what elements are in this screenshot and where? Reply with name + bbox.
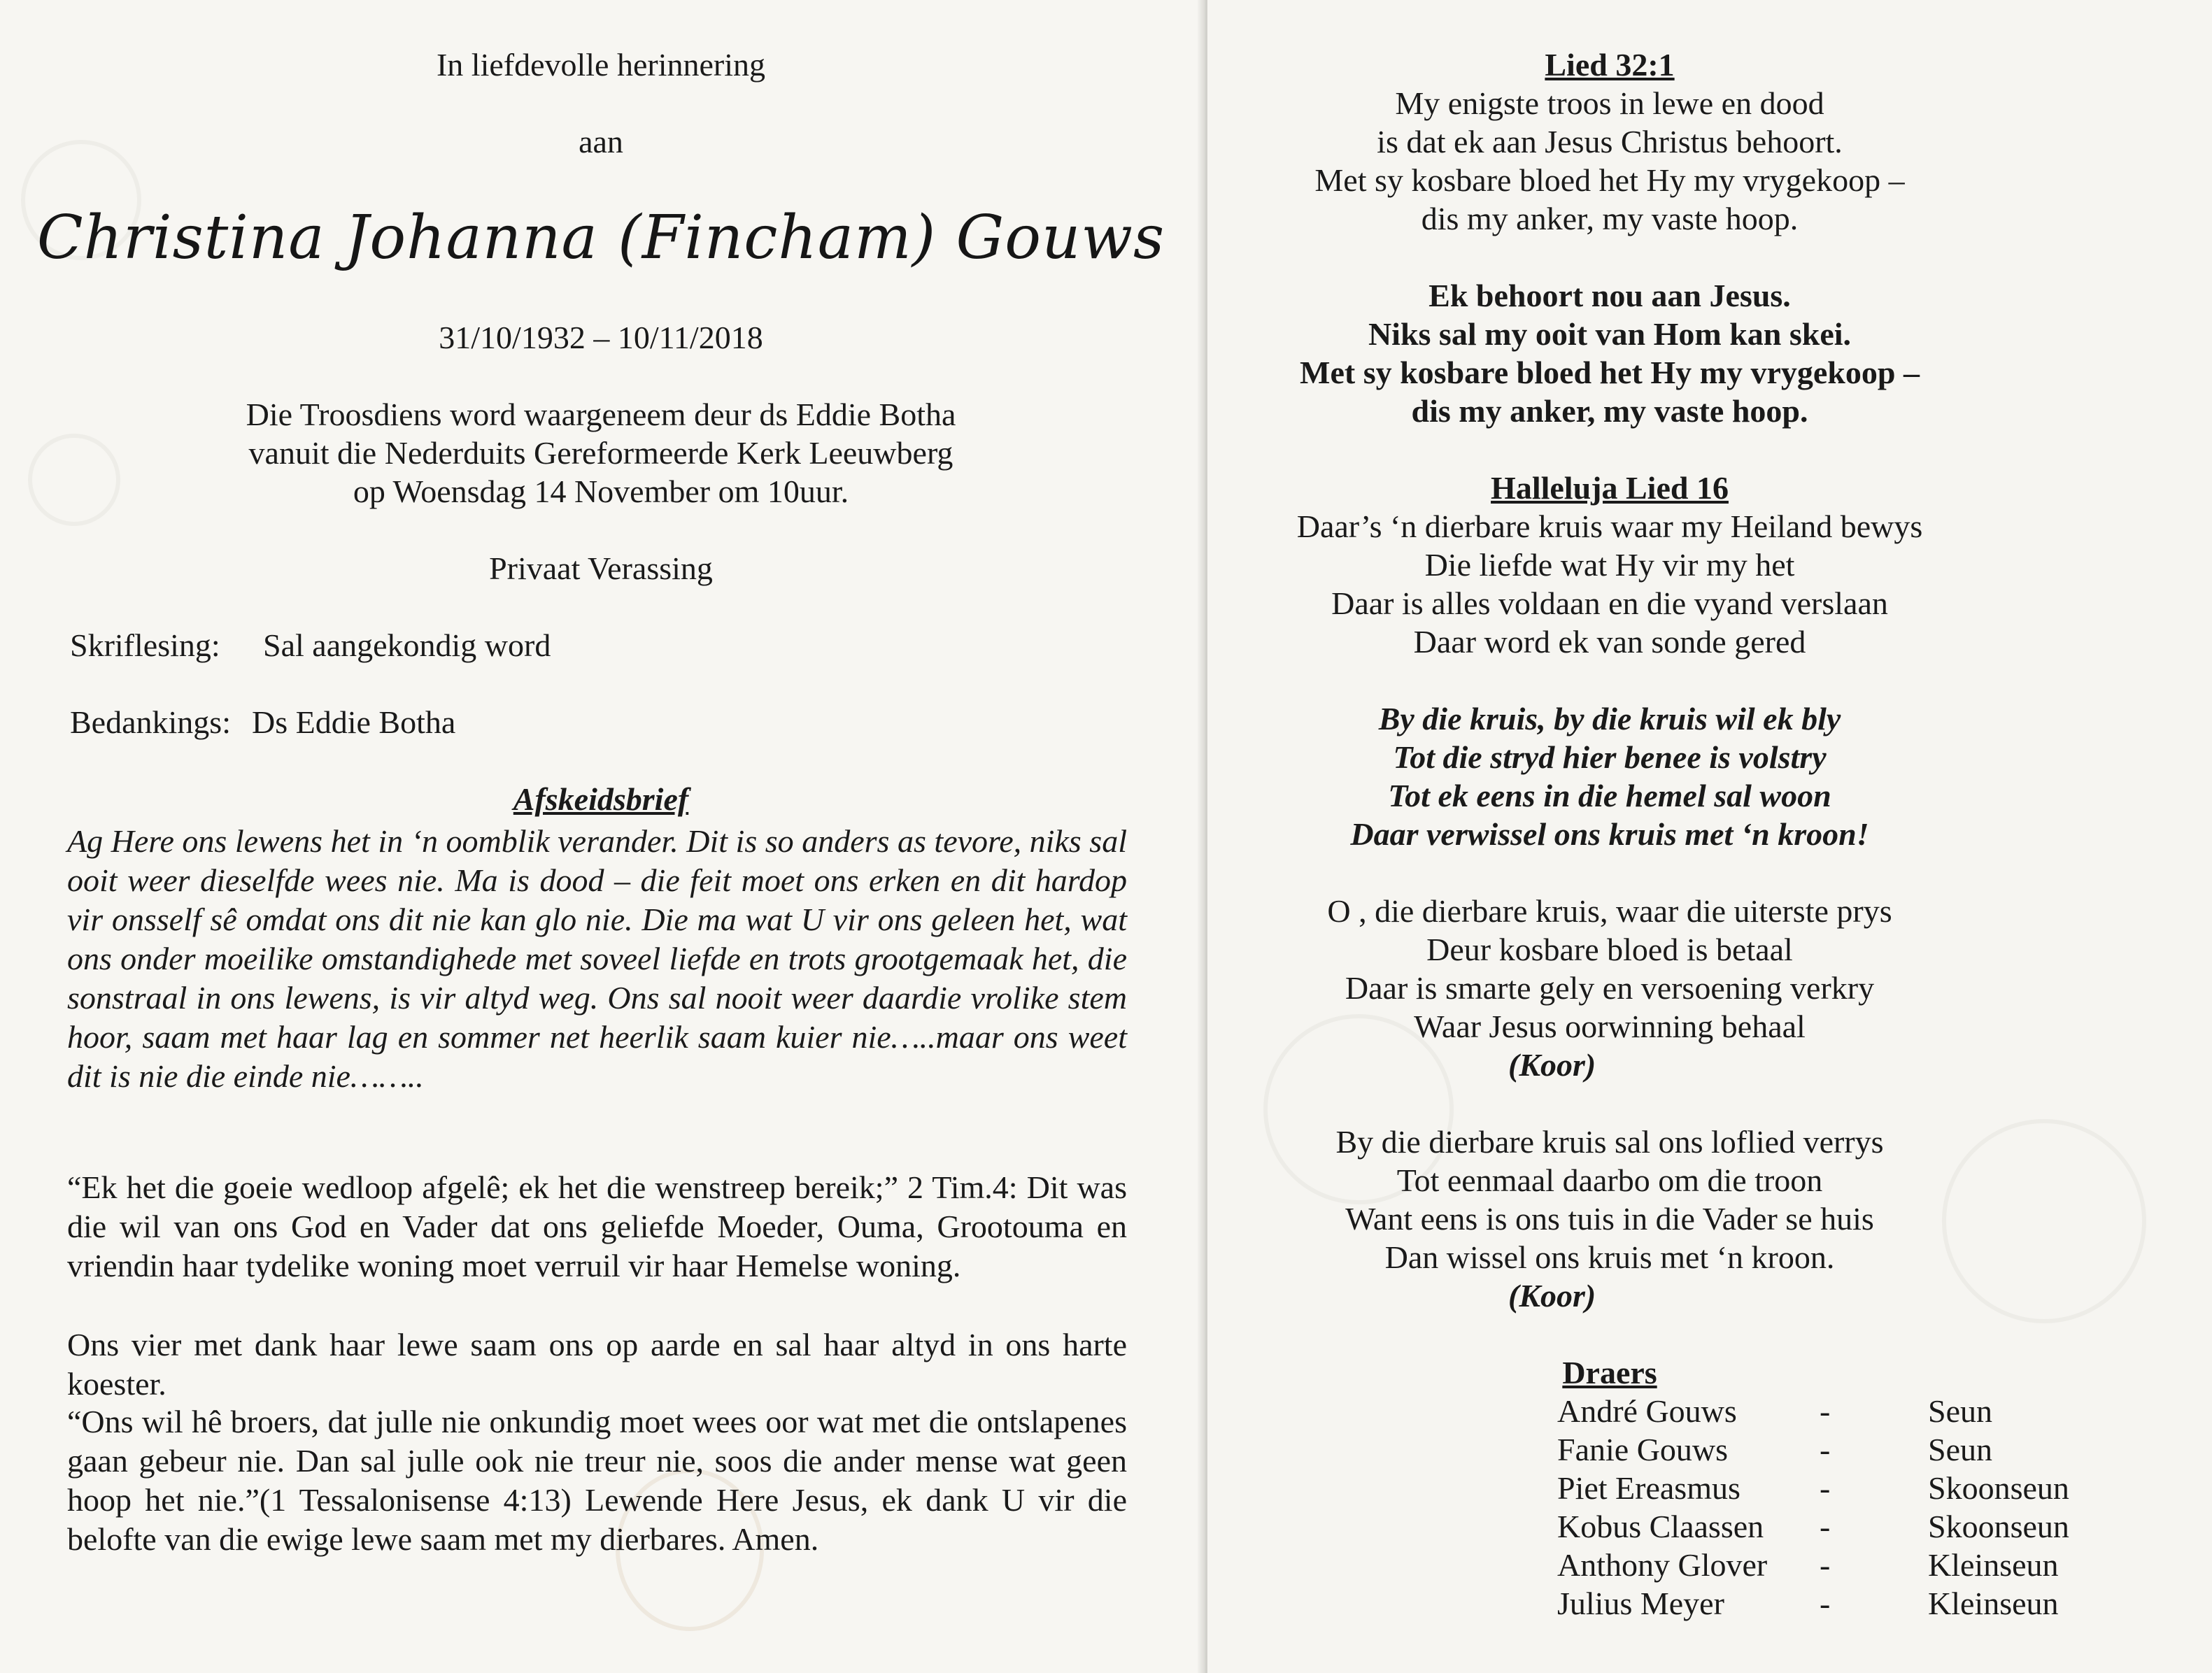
service-line: vanuit die Nederduits Gereformeerde Kerk Leeuwberg: [248, 435, 953, 471]
bearer-name: Kobus Claassen: [1557, 1509, 1764, 1544]
right-page: [1207, 0, 2212, 1673]
hymn2-chorus-line: By die kruis, by die kruis wil ek bly: [1378, 701, 1841, 736]
letter-title: Afskeidsbrief: [513, 781, 689, 817]
bearer-dash: -: [1820, 1509, 1831, 1544]
cremation-note: Privaat Verassing: [489, 550, 713, 586]
bearer-relation: Skoonseun: [1928, 1470, 2069, 1506]
chorus-marker: (Koor): [1508, 1047, 1596, 1083]
hymn1-chorus-line: Ek behoort nou aan Jesus.: [1428, 278, 1791, 313]
bearer-row: [1207, 1469, 2212, 1508]
hymn2-chorus-line: Tot ek eens in die hemel sal woon: [1388, 778, 1831, 813]
bearer-dash: -: [1820, 1547, 1831, 1583]
hymn1-chorus-line: Met sy kosbare bloed het Hy my vrygekoop –: [1300, 355, 1920, 390]
bearer-name: Fanie Gouws: [1557, 1432, 1729, 1467]
bearers-title: Draers: [1562, 1355, 1657, 1390]
intro-line: In liefdevolle herinnering: [436, 47, 766, 83]
closing-paragraph: “Ons wil hê broers, dat julle nie onkundig moet wees oor wat met die ontslapenes gaan gebeur nie. Dan sal julle ook nie treur nie, soos die ander mense wat geen hoop het nie.”(1 Tessalonisense 4:13) Lewende Here Jesus, ek dank U vir die belofte van die ewige lewe saam met my dierbares. Amen.: [67, 1404, 1127, 1557]
hymn2-chorus-line: Tot die stryd hier benee is volstry: [1393, 739, 1827, 775]
service-line: op Woensdag 14 November om 10uur.: [353, 474, 849, 509]
bearer-name: Anthony Glover: [1557, 1547, 1768, 1583]
hymn2-line: O , die dierbare kruis, waar die uiterste prys: [1327, 893, 1892, 929]
hymn2-line: Daar’s ‘n dierbare kruis waar my Heiland bewys: [1296, 508, 1923, 544]
bearer-name: Julius Meyer: [1557, 1586, 1724, 1621]
hymn2-line: By die dierbare kruis sal ons loflied verrys: [1335, 1124, 1884, 1160]
reading-label: Skriflesing:: [70, 627, 220, 663]
farewell-letter: Ag Here ons lewens het in ‘n oomblik verander. Dit is so anders as tevore, niks sal ooit weer dieselfde wees nie. Ma is dood – die feit moet ons erken en dit hardop vir onsself sê omdat ons dit nie kan glo nie. Die ma wat U vir ons geleen het, wat ons onder moeilike omstandighede met soveel liefde en trots grootgemaak het, die sonstraal in ons lewens, is vir altyd weg. Ons sal nooit weer daardie vrolike stem hoor, saam met haar lag en sommer net heerlik saam kuier nie…..maar ons weet dit is nie die einde nie……..: [67, 823, 1127, 1094]
chorus-marker: (Koor): [1508, 1278, 1596, 1314]
bearer-row: [1207, 1392, 2212, 1431]
bearer-relation: Kleinseun: [1928, 1547, 2059, 1583]
bearers-table: [1207, 1392, 2212, 1630]
hymn1-title: Lied 32:1: [1545, 47, 1675, 83]
hymn1-chorus-line: Niks sal my ooit van Hom kan skei.: [1368, 316, 1852, 352]
reading-value: Sal aangekondig word: [263, 627, 551, 663]
bearer-dash: -: [1820, 1393, 1831, 1429]
life-dates: 31/10/1932 – 10/11/2018: [439, 320, 763, 355]
bearer-name: André Gouws: [1557, 1393, 1737, 1429]
bearer-row: [1207, 1546, 2212, 1585]
service-line: Die Troosdiens word waargeneem deur ds Eddie Botha: [246, 397, 956, 432]
hymn2-line: Want eens is ons tuis in die Vader se huis: [1345, 1201, 1874, 1237]
scripture-paragraph: “Ek het die goeie wedloop afgelê; ek het die wenstreep bereik;” 2 Tim.4: Dit was die wil van ons God en Vader dat ons geliefde Moeder, Ouma, Grootouma en vriendin haar tydelike woning moet verruil vir haar Hemelse woning.: [67, 1169, 1127, 1283]
bearer-row: [1207, 1430, 2212, 1469]
bearer-relation: Skoonseun: [1928, 1509, 2069, 1544]
bearer-dash: -: [1820, 1470, 1831, 1506]
thanks-value: Ds Eddie Botha: [252, 704, 456, 740]
bearer-row: [1207, 1584, 2212, 1623]
hymn1-line: is dat ek aan Jesus Christus behoort.: [1377, 124, 1843, 159]
bearer-row: [1207, 1507, 2212, 1546]
hymn1-line: My enigste troos in lewe en dood: [1395, 85, 1824, 121]
hymn2-line: Daar is smarte gely en versoening verkry: [1345, 970, 1875, 1006]
hymn2-line: Daar is alles voldaan en die vyand verslaan: [1331, 585, 1888, 621]
bearer-relation: Seun: [1928, 1432, 1992, 1467]
gratitude-paragraph: Ons vier met dank haar lewe saam ons op aarde en sal haar altyd in ons harte koester.: [67, 1327, 1127, 1402]
bearer-name: Piet Ereasmus: [1557, 1470, 1740, 1506]
hymn1-chorus-line: dis my anker, my vaste hoop.: [1411, 393, 1808, 429]
hymn2-line: Daar word ek van sonde gered: [1413, 624, 1806, 660]
hymn2-line: Die liefde wat Hy vir my het: [1424, 547, 1795, 583]
intro-line-aan: aan: [579, 124, 623, 159]
hymn1-line: Met sy kosbare bloed het Hy my vrygekoop –: [1314, 162, 1905, 198]
bearer-relation: Kleinseun: [1928, 1586, 2059, 1621]
bearer-relation: Seun: [1928, 1393, 1992, 1429]
hymn2-line: Deur kosbare bloed is betaal: [1426, 932, 1793, 967]
hymn2-line: Waar Jesus oorwinning behaal: [1414, 1009, 1806, 1044]
hymn2-chorus-line: Daar verwissel ons kruis met ‘n kroon!: [1350, 816, 1869, 852]
hymn1-line: dis my anker, my vaste hoop.: [1421, 201, 1799, 236]
hymn2-line: Dan wissel ons kruis met ‘n kroon.: [1384, 1239, 1835, 1275]
deceased-name: Christina Johanna (Fincham) Gouws: [36, 203, 1165, 273]
hymn2-title: Halleluja Lied 16: [1491, 470, 1729, 506]
hymn2-line: Tot eenmaal daarbo om die troon: [1396, 1162, 1823, 1198]
bearer-dash: -: [1820, 1432, 1831, 1467]
thanks-label: Bedankings:: [70, 704, 231, 740]
bearer-dash: -: [1820, 1586, 1831, 1621]
